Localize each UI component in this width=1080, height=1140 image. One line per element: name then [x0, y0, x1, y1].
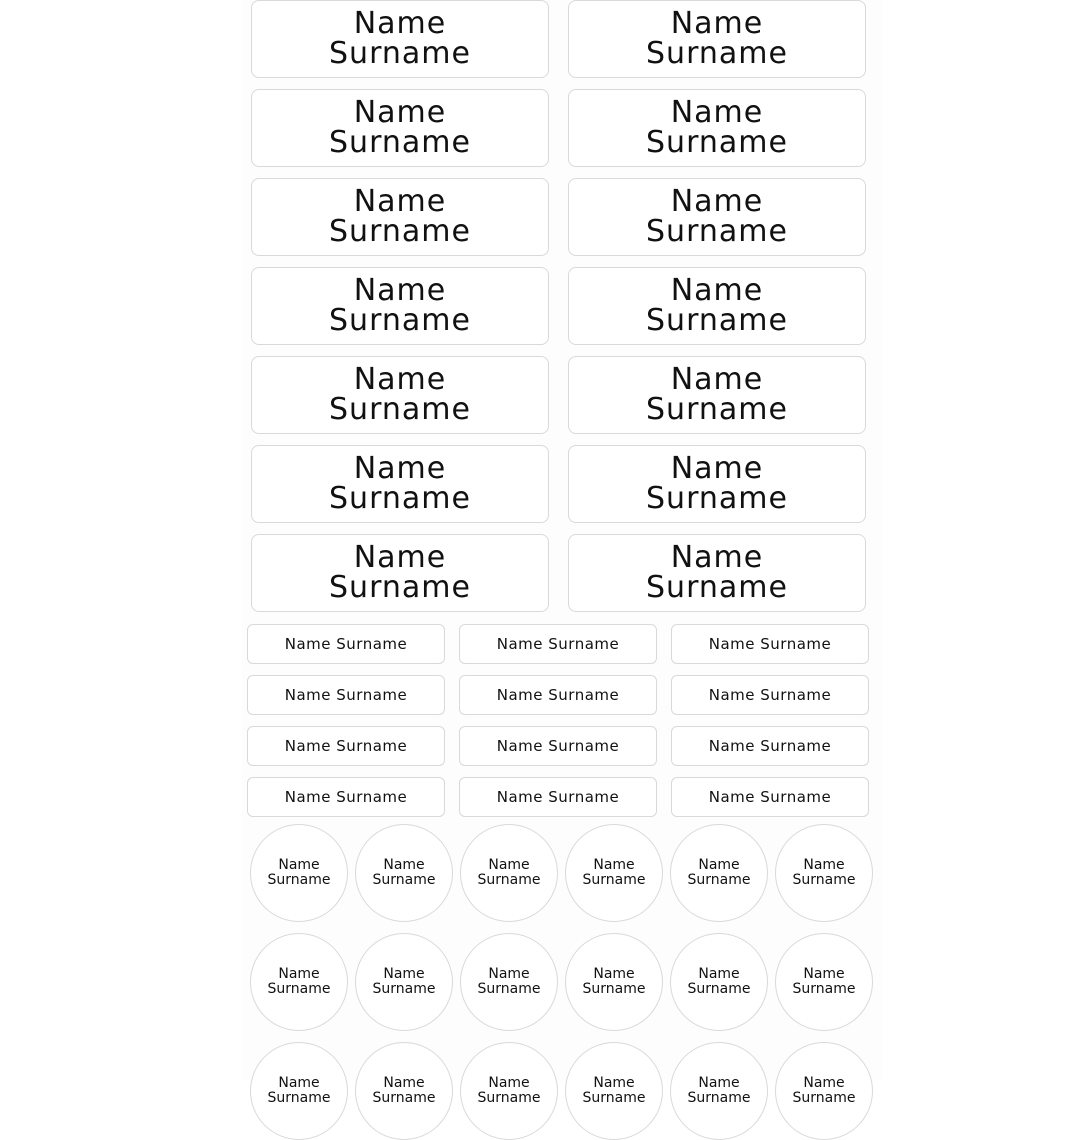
large-label [251, 534, 549, 612]
round-label [460, 824, 558, 922]
label-surname: Surname [687, 872, 751, 888]
large-label [251, 356, 549, 434]
round-label [565, 824, 663, 922]
label-name: Name [803, 966, 845, 982]
label-name: Name [670, 6, 764, 41]
small-label: Name Surname [671, 624, 869, 664]
label-name: Name [383, 1075, 425, 1091]
label-surname: Surname [329, 214, 471, 249]
label-surname: Surname [646, 125, 788, 160]
round-label [775, 933, 873, 1031]
label-surname: Surname [792, 1090, 856, 1106]
label-name: Name [353, 184, 447, 219]
label-surname: Surname [687, 1090, 751, 1106]
large-label [251, 89, 549, 167]
round-label [250, 933, 348, 1031]
label-name: Name [593, 1075, 635, 1091]
label-surname: Surname [329, 392, 471, 427]
large-label [251, 0, 549, 78]
label-name: Name [383, 857, 425, 873]
small-label: Name Surname [247, 777, 445, 817]
label-name: Name [353, 362, 447, 397]
label-name: Name [488, 1075, 530, 1091]
small-label: Name Surname [247, 675, 445, 715]
label-name: Name [698, 857, 740, 873]
label-name: Name [803, 857, 845, 873]
small-label: Name Surname [459, 675, 657, 715]
label-name: Name [698, 1075, 740, 1091]
large-label [568, 356, 866, 434]
round-label [460, 1042, 558, 1140]
label-name: Name [353, 540, 447, 575]
label-name: Name [278, 857, 320, 873]
label-name: Name [353, 95, 447, 130]
label-surname: Surname [582, 981, 646, 997]
round-label [355, 933, 453, 1031]
label-surname: Surname [267, 981, 331, 997]
label-name: Name [353, 6, 447, 41]
label-surname: Surname [646, 214, 788, 249]
label-surname: Surname [372, 981, 436, 997]
round-label [250, 1042, 348, 1140]
label-name: Name [670, 451, 764, 486]
round-label [355, 1042, 453, 1140]
label-name: Name [353, 273, 447, 308]
small-label: Name Surname [247, 624, 445, 664]
small-label: Name Surname [459, 624, 657, 664]
small-label: Name Surname [459, 726, 657, 766]
label-name: Name [278, 966, 320, 982]
large-label [568, 267, 866, 345]
label-name: Name [670, 95, 764, 130]
label-surname: Surname [646, 570, 788, 605]
label-name: Name [353, 451, 447, 486]
label-surname: Surname [687, 981, 751, 997]
label-name: Name [698, 966, 740, 982]
label-name: Name [670, 184, 764, 219]
label-surname: Surname [792, 981, 856, 997]
label-surname: Surname [329, 481, 471, 516]
label-surname: Surname [646, 303, 788, 338]
label-surname: Surname [646, 36, 788, 71]
large-label [251, 178, 549, 256]
label-surname: Surname [477, 981, 541, 997]
label-surname: Surname [646, 481, 788, 516]
round-label [355, 824, 453, 922]
label-surname: Surname [329, 303, 471, 338]
large-label [568, 178, 866, 256]
round-label [670, 824, 768, 922]
large-label [251, 445, 549, 523]
label-name: Name [488, 857, 530, 873]
label-surname: Surname [477, 872, 541, 888]
label-surname: Surname [582, 872, 646, 888]
small-label: Name Surname [671, 726, 869, 766]
label-name: Name [488, 966, 530, 982]
label-surname: Surname [329, 36, 471, 71]
label-name: Name [670, 362, 764, 397]
round-label [775, 824, 873, 922]
round-label [565, 933, 663, 1031]
round-label [460, 933, 558, 1031]
large-label [568, 0, 866, 78]
label-name: Name [670, 273, 764, 308]
round-label-grid [250, 824, 873, 1140]
round-label [565, 1042, 663, 1140]
label-surname: Surname [267, 872, 331, 888]
small-label: Name Surname [247, 726, 445, 766]
large-label [568, 534, 866, 612]
small-label: Name Surname [671, 777, 869, 817]
round-label [670, 1042, 768, 1140]
label-surname: Surname [582, 1090, 646, 1106]
large-label [568, 89, 866, 167]
label-name: Name [593, 857, 635, 873]
label-surname: Surname [372, 872, 436, 888]
label-surname: Surname [329, 125, 471, 160]
label-surname: Surname [792, 872, 856, 888]
small-label: Name Surname [671, 675, 869, 715]
label-surname: Surname [372, 1090, 436, 1106]
large-label-grid [251, 0, 866, 612]
small-label: Name Surname [459, 777, 657, 817]
round-label [670, 933, 768, 1031]
round-label [775, 1042, 873, 1140]
small-label-grid [247, 624, 869, 817]
label-surname: Surname [267, 1090, 331, 1106]
label-surname: Surname [477, 1090, 541, 1106]
label-name: Name [803, 1075, 845, 1091]
label-name: Name [383, 966, 425, 982]
large-label [568, 445, 866, 523]
label-surname: Surname [646, 392, 788, 427]
round-label [250, 824, 348, 922]
label-surname: Surname [329, 570, 471, 605]
label-name: Name [670, 540, 764, 575]
large-label [251, 267, 549, 345]
label-name: Name [593, 966, 635, 982]
label-name: Name [278, 1075, 320, 1091]
